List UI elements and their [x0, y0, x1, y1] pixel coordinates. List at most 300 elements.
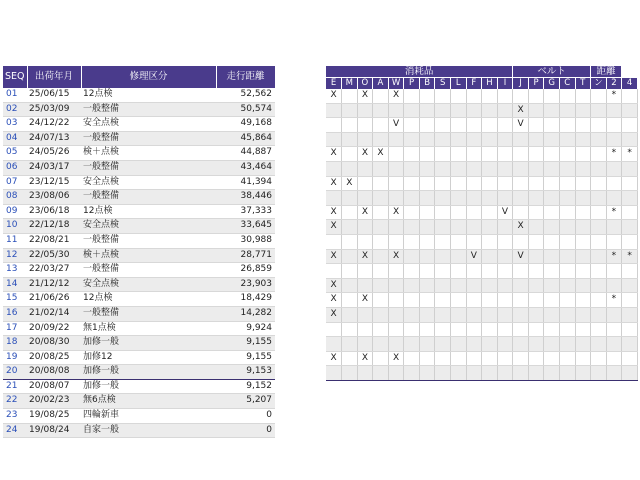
table-row[interactable] [3, 321, 275, 336]
mark-cell [451, 351, 467, 366]
mileage-cell: 9,155 [216, 350, 275, 365]
mark-cell [388, 191, 404, 206]
mark-cell [435, 205, 451, 220]
mark-cell [404, 205, 420, 220]
service-items-table [326, 66, 638, 381]
table-row[interactable] [326, 118, 638, 133]
mark-cell [606, 191, 622, 206]
mark-cell [466, 234, 482, 249]
mark-cell: X [357, 89, 373, 103]
mileage-cell: 5,207 [216, 394, 275, 409]
repair-category-cell: 四輪新車 [81, 409, 216, 424]
table-row[interactable] [326, 176, 638, 191]
mark-cell [591, 337, 607, 352]
mark-cell [528, 118, 544, 133]
mark-cell [544, 205, 560, 220]
mark-cell [342, 249, 358, 264]
ship-date-cell: 25/03/09 [27, 102, 81, 117]
mark-cell: X [388, 351, 404, 366]
column-header: T [575, 78, 591, 90]
mark-cell [575, 366, 591, 381]
mark-cell: V [466, 249, 482, 264]
mark-cell [622, 351, 638, 366]
mark-cell [497, 147, 513, 162]
mark-cell: * [622, 249, 638, 264]
mark-cell [559, 307, 575, 322]
mark-cell: V [513, 118, 529, 133]
mark-cell [419, 118, 435, 133]
mark-cell [419, 351, 435, 366]
mark-cell [559, 191, 575, 206]
mark-cell [497, 89, 513, 103]
mark-cell [482, 89, 498, 103]
mark-cell [419, 191, 435, 206]
mark-cell [388, 264, 404, 279]
mark-cell [342, 307, 358, 322]
mark-cell [404, 293, 420, 308]
mark-cell [575, 161, 591, 176]
seq-cell: 16 [3, 306, 27, 321]
group-header: 消耗品 [326, 66, 513, 78]
mark-cell [497, 366, 513, 381]
mark-cell [591, 220, 607, 235]
table-row[interactable] [326, 132, 638, 147]
mark-cell [466, 293, 482, 308]
mark-cell [451, 322, 467, 337]
mark-cell [591, 132, 607, 147]
mark-cell [606, 337, 622, 352]
mark-cell [466, 89, 482, 103]
mark-cell [528, 264, 544, 279]
mark-cell [466, 366, 482, 381]
mark-cell [357, 220, 373, 235]
mark-cell [326, 118, 342, 133]
ship-date-cell: 24/12/22 [27, 117, 81, 132]
mark-cell [559, 132, 575, 147]
mark-cell [497, 234, 513, 249]
mark-cell [513, 264, 529, 279]
seq-cell: 08 [3, 190, 27, 205]
table-row[interactable] [3, 394, 275, 409]
table-row[interactable] [3, 233, 275, 248]
mark-cell [404, 191, 420, 206]
table-row[interactable] [3, 292, 275, 307]
mark-cell [357, 366, 373, 381]
table-row[interactable] [3, 219, 275, 234]
ship-date-cell: 21/02/14 [27, 306, 81, 321]
mark-cell [388, 234, 404, 249]
mark-cell [497, 351, 513, 366]
table-row[interactable] [326, 220, 638, 235]
table-row[interactable] [3, 248, 275, 263]
mark-cell [451, 278, 467, 293]
mark-cell [466, 118, 482, 133]
mileage-cell: 33,645 [216, 219, 275, 234]
mark-cell [451, 234, 467, 249]
table-row[interactable] [326, 337, 638, 352]
mark-cell [528, 161, 544, 176]
header-mileage[interactable]: 走行距離 [216, 66, 275, 88]
mark-cell [482, 322, 498, 337]
table-row[interactable] [3, 379, 275, 394]
mark-cell [544, 176, 560, 191]
mark-cell [451, 366, 467, 381]
mark-cell [326, 366, 342, 381]
mark-cell [326, 264, 342, 279]
mark-cell [373, 351, 389, 366]
mark-cell [528, 191, 544, 206]
header-ship-date[interactable]: 出荷年月 [27, 66, 81, 88]
mark-cell [326, 337, 342, 352]
mark-cell: X [357, 147, 373, 162]
table-row[interactable] [3, 160, 275, 175]
repair-category-cell: 加修一般 [81, 336, 216, 351]
mark-cell [513, 147, 529, 162]
seq-cell: 09 [3, 204, 27, 219]
seq-cell: 17 [3, 321, 27, 336]
repair-category-cell: 安全点検 [81, 175, 216, 190]
mark-cell [622, 103, 638, 118]
mark-cell [419, 366, 435, 381]
mark-cell [419, 264, 435, 279]
mark-cell [373, 191, 389, 206]
ship-date-cell: 24/03/17 [27, 160, 81, 175]
mark-cell [342, 337, 358, 352]
mileage-cell: 9,152 [216, 379, 275, 394]
mark-cell [544, 220, 560, 235]
seq-cell: 05 [3, 146, 27, 161]
table-row[interactable] [3, 175, 275, 190]
mark-cell [591, 293, 607, 308]
table-row[interactable] [326, 278, 638, 293]
mark-cell [451, 176, 467, 191]
mark-cell [357, 264, 373, 279]
mark-cell [435, 322, 451, 337]
mark-cell [606, 307, 622, 322]
mark-cell [435, 220, 451, 235]
mark-cell [482, 147, 498, 162]
mark-cell [357, 132, 373, 147]
mark-cell [451, 118, 467, 133]
mark-cell [591, 307, 607, 322]
mark-cell [591, 234, 607, 249]
mark-cell: X [326, 220, 342, 235]
mark-cell [606, 234, 622, 249]
table-row[interactable] [3, 102, 275, 117]
mark-cell [419, 278, 435, 293]
table-row[interactable] [326, 264, 638, 279]
table-row[interactable] [3, 117, 275, 132]
mark-cell [575, 322, 591, 337]
mark-cell: X [388, 249, 404, 264]
mark-cell [435, 191, 451, 206]
mark-cell [559, 234, 575, 249]
mark-cell [342, 161, 358, 176]
column-header: E [326, 78, 342, 90]
mark-cell [513, 366, 529, 381]
repair-category-cell: 一般整備 [81, 306, 216, 321]
seq-cell: 19 [3, 350, 27, 365]
mark-cell [419, 205, 435, 220]
seq-cell: 10 [3, 219, 27, 234]
column-header: L [451, 78, 467, 90]
mark-cell [513, 132, 529, 147]
repair-category-cell: 安全点検 [81, 277, 216, 292]
mark-cell [606, 278, 622, 293]
mark-cell [591, 103, 607, 118]
mark-cell [404, 176, 420, 191]
table-row[interactable] [3, 409, 275, 424]
ship-date-cell: 20/08/08 [27, 365, 81, 380]
mark-cell [528, 132, 544, 147]
repair-category-cell: 一般整備 [81, 102, 216, 117]
repair-category-cell: 検＋点検 [81, 146, 216, 161]
mark-cell [388, 307, 404, 322]
mileage-cell: 23,903 [216, 277, 275, 292]
mark-cell [466, 220, 482, 235]
table-row[interactable] [326, 249, 638, 264]
mark-cell [451, 264, 467, 279]
mark-cell [451, 205, 467, 220]
mark-cell [482, 176, 498, 191]
mark-cell [482, 161, 498, 176]
mileage-cell: 37,333 [216, 204, 275, 219]
mark-cell: * [606, 147, 622, 162]
mark-cell [513, 176, 529, 191]
mark-cell [342, 234, 358, 249]
mark-cell [544, 322, 560, 337]
table-row[interactable] [326, 147, 638, 162]
table-row[interactable] [3, 88, 275, 102]
mark-cell [373, 278, 389, 293]
mark-cell [591, 322, 607, 337]
mark-cell [559, 366, 575, 381]
ship-date-cell: 20/08/30 [27, 336, 81, 351]
mark-cell [591, 89, 607, 103]
repair-category-cell: 自家一般 [81, 423, 216, 438]
mileage-cell: 44,887 [216, 146, 275, 161]
mark-cell [419, 322, 435, 337]
mark-cell [622, 161, 638, 176]
table-row[interactable] [326, 205, 638, 220]
mark-cell [575, 205, 591, 220]
table-row[interactable] [326, 89, 638, 103]
table-row[interactable] [3, 131, 275, 146]
mark-cell [513, 234, 529, 249]
table-row[interactable] [326, 191, 638, 206]
column-header: S [435, 78, 451, 90]
mark-cell [326, 161, 342, 176]
column-header: W [388, 78, 404, 90]
mark-cell [326, 191, 342, 206]
mark-cell [497, 191, 513, 206]
mark-cell [513, 322, 529, 337]
ship-date-cell: 24/07/13 [27, 131, 81, 146]
mark-cell [544, 249, 560, 264]
header-repair-category[interactable]: 修理区分 [81, 66, 216, 88]
mark-cell [513, 278, 529, 293]
column-header: 4 [622, 78, 638, 90]
mark-cell [404, 249, 420, 264]
table-row[interactable] [326, 307, 638, 322]
mark-cell [606, 118, 622, 133]
mark-cell [559, 118, 575, 133]
table-row[interactable] [3, 350, 275, 365]
table-row[interactable] [3, 336, 275, 351]
mark-cell [622, 234, 638, 249]
mark-cell [373, 337, 389, 352]
ship-date-cell: 22/03/27 [27, 263, 81, 278]
mark-cell [513, 293, 529, 308]
ship-date-cell: 24/05/26 [27, 146, 81, 161]
column-header: G [544, 78, 560, 90]
mark-cell [575, 89, 591, 103]
mark-cell [357, 176, 373, 191]
mark-cell [342, 278, 358, 293]
mark-cell [373, 366, 389, 381]
mark-cell [373, 249, 389, 264]
mark-cell [435, 278, 451, 293]
mark-cell [435, 132, 451, 147]
repair-category-cell: 加修一般 [81, 365, 216, 380]
mark-cell: X [388, 205, 404, 220]
table-row[interactable] [326, 322, 638, 337]
mark-cell [622, 89, 638, 103]
table-row[interactable] [3, 263, 275, 278]
mark-cell [575, 132, 591, 147]
ship-date-cell: 25/06/15 [27, 88, 81, 102]
repair-category-cell: 加修12 [81, 350, 216, 365]
mark-cell [466, 205, 482, 220]
mark-cell [559, 337, 575, 352]
seq-cell: 01 [3, 88, 27, 102]
column-header: I [497, 78, 513, 90]
table-row[interactable] [3, 306, 275, 321]
mark-cell [544, 293, 560, 308]
mark-cell [404, 147, 420, 162]
mileage-cell: 45,864 [216, 131, 275, 146]
mark-cell [435, 118, 451, 133]
mark-cell: X [326, 147, 342, 162]
mark-cell [544, 132, 560, 147]
mark-cell [497, 118, 513, 133]
mark-cell [528, 322, 544, 337]
mark-cell [497, 176, 513, 191]
repair-category-cell: 一般整備 [81, 190, 216, 205]
table-row[interactable] [326, 366, 638, 381]
table-row[interactable] [326, 161, 638, 176]
repair-category-cell: 12点検 [81, 204, 216, 219]
header-seq[interactable]: SEQ [3, 66, 27, 88]
mark-cell [575, 118, 591, 133]
table-row[interactable] [3, 365, 275, 380]
mark-cell [451, 103, 467, 118]
mark-cell [342, 147, 358, 162]
table-row[interactable] [326, 293, 638, 308]
mark-cell [419, 89, 435, 103]
table-row[interactable] [3, 190, 275, 205]
mark-cell: * [622, 147, 638, 162]
mark-cell [544, 89, 560, 103]
mark-cell [466, 337, 482, 352]
mark-cell [544, 103, 560, 118]
mark-cell [357, 337, 373, 352]
mark-cell [419, 220, 435, 235]
mark-cell [388, 103, 404, 118]
mark-cell [388, 176, 404, 191]
mark-cell [622, 322, 638, 337]
mark-cell [404, 118, 420, 133]
mark-cell: X [388, 89, 404, 103]
mark-cell [357, 161, 373, 176]
mark-cell [497, 337, 513, 352]
mark-cell: X [326, 351, 342, 366]
mark-cell [326, 103, 342, 118]
mark-cell [373, 176, 389, 191]
mark-cell [559, 322, 575, 337]
mark-cell [451, 161, 467, 176]
mark-cell [342, 264, 358, 279]
mark-cell [622, 278, 638, 293]
repair-category-cell: 一般整備 [81, 233, 216, 248]
mark-cell [513, 337, 529, 352]
mark-cell [388, 337, 404, 352]
mark-cell [404, 278, 420, 293]
mark-cell [404, 89, 420, 103]
mark-cell [528, 337, 544, 352]
table-row[interactable] [3, 277, 275, 292]
mark-cell [466, 264, 482, 279]
mark-cell [591, 264, 607, 279]
mark-cell [622, 205, 638, 220]
table-row[interactable] [3, 204, 275, 219]
table-row[interactable] [326, 234, 638, 249]
mark-cell [513, 351, 529, 366]
mark-cell [544, 234, 560, 249]
mark-cell [466, 307, 482, 322]
table-row[interactable] [326, 351, 638, 366]
repair-category-cell: 一般整備 [81, 263, 216, 278]
ship-date-cell: 20/08/25 [27, 350, 81, 365]
mark-cell [575, 278, 591, 293]
mark-cell [342, 205, 358, 220]
mark-cell: X [513, 103, 529, 118]
mark-cell [622, 366, 638, 381]
mark-cell [513, 191, 529, 206]
mark-cell [342, 366, 358, 381]
mark-cell [528, 351, 544, 366]
mark-cell [591, 205, 607, 220]
mark-cell [497, 278, 513, 293]
table-row[interactable] [326, 103, 638, 118]
mark-cell [497, 103, 513, 118]
mark-cell [497, 322, 513, 337]
table-row[interactable] [3, 423, 275, 438]
repair-category-cell: 一般整備 [81, 131, 216, 146]
mark-cell [559, 220, 575, 235]
mileage-cell: 43,464 [216, 160, 275, 175]
mark-cell [559, 293, 575, 308]
repair-category-cell: 安全点検 [81, 117, 216, 132]
mark-cell [435, 337, 451, 352]
mark-cell [528, 249, 544, 264]
mark-cell [559, 176, 575, 191]
mark-cell [404, 337, 420, 352]
seq-cell: 03 [3, 117, 27, 132]
column-header: 2 [606, 78, 622, 90]
mark-cell [404, 132, 420, 147]
table-row[interactable] [3, 146, 275, 161]
